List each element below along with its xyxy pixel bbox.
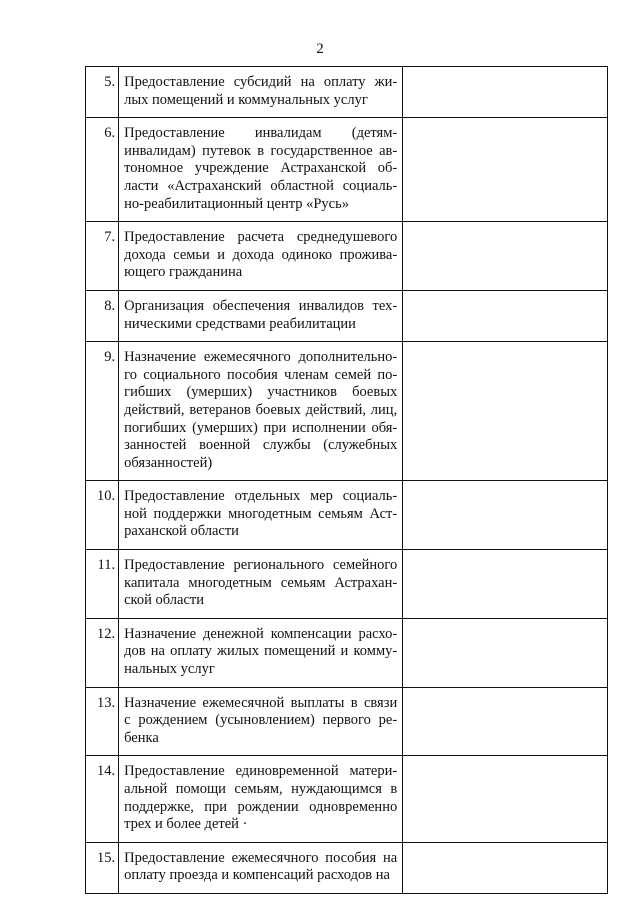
service-name-cell [119, 687, 403, 756]
service-name-line: капитала многодетным семьям Астрахан- [124, 574, 398, 591]
service-name-line: ной поддержки многодетным семьям Аст- [124, 505, 398, 522]
services-table [85, 66, 608, 894]
service-name-line: Предоставление регионального семейного [124, 557, 398, 574]
empty-cell [403, 342, 608, 481]
service-name-line: но-реабилитационный центр «Русь» [124, 195, 349, 212]
service-name-line: трех и более детей · [124, 816, 248, 833]
empty-cell [403, 550, 608, 619]
service-name-cell [119, 618, 403, 687]
row-number-cell [86, 842, 119, 893]
service-name-cell [119, 118, 403, 222]
row-number-cell [86, 342, 119, 481]
service-name-line: действий, ветеранов боевых действий, лиц, [124, 401, 398, 418]
service-name-line: Предоставление ежемесячного пособия на [124, 849, 398, 866]
service-name-line: Предоставление отдельных мер социаль- [124, 488, 398, 505]
row-number-cell [86, 290, 119, 341]
service-name-line: Предоставление расчета среднедушевого [124, 229, 398, 246]
table-row [86, 550, 608, 619]
service-name-line: занностей военной службы (служебных [124, 437, 398, 454]
row-number: 8. [104, 297, 116, 314]
empty-cell [403, 118, 608, 222]
row-number-cell [86, 481, 119, 550]
service-name-cell [119, 290, 403, 341]
service-name-line: поддержке, при рождении одновременно [124, 798, 398, 815]
service-name-line: раханской области [124, 523, 239, 540]
service-name-line: Назначение ежемесячного дополнительно- [124, 349, 398, 366]
service-name-cell [119, 756, 403, 842]
table-row [86, 118, 608, 222]
table-row [86, 687, 608, 756]
service-name-line: Назначение ежемесячной выплаты в связи [124, 694, 398, 711]
row-number-cell [86, 756, 119, 842]
row-number-cell [86, 550, 119, 619]
empty-cell [403, 222, 608, 291]
service-name-cell [119, 342, 403, 481]
table-row [86, 222, 608, 291]
service-name-line: тономное учреждение Астраханской об- [124, 160, 398, 177]
table-row [86, 618, 608, 687]
service-name-line: ническими средствами реабилитации [124, 315, 356, 332]
service-name-line: Организация обеспечения инвалидов тех- [124, 297, 398, 314]
service-name-line: ласти «Астраханский областной социаль- [124, 177, 398, 194]
service-name-line: обязанностей) [124, 454, 213, 471]
empty-cell [403, 618, 608, 687]
table-row [86, 290, 608, 341]
row-number: 6. [104, 125, 116, 142]
row-number: 5. [104, 74, 116, 90]
service-name-line: бенка [124, 729, 159, 746]
row-number: 13. [97, 694, 116, 711]
service-name-line: нальных услуг [124, 661, 215, 678]
row-number: 14. [97, 763, 116, 780]
row-number-cell [86, 67, 119, 118]
page-number: 2 [316, 41, 324, 57]
table-row [86, 842, 608, 893]
service-name-line: Предоставление инвалидам (детям- [124, 125, 398, 142]
empty-cell [403, 687, 608, 756]
row-number: 12. [97, 625, 116, 642]
service-name-line: го социального пособия членам семей по- [124, 366, 398, 383]
empty-cell [403, 756, 608, 842]
service-name-cell [119, 550, 403, 619]
service-name-line: Предоставление единовременной матери- [124, 763, 398, 780]
row-number-cell [86, 118, 119, 222]
row-number-cell [86, 687, 119, 756]
service-name-line: ской области [124, 592, 204, 609]
service-name-line: оплату проезда и компенсаций расходов на [124, 867, 390, 884]
row-number: 7. [104, 229, 116, 246]
service-name-line: лых помещений и коммунальных услуг [124, 91, 368, 108]
service-name-line: гибших (умерших) участников боевых [124, 384, 398, 401]
row-number: 9. [104, 349, 116, 366]
row-number-cell [86, 618, 119, 687]
empty-cell [403, 67, 608, 118]
row-number-cell [86, 222, 119, 291]
table-row [86, 67, 608, 118]
service-name-line: альной помощи семьям, нуждающимся в [124, 781, 398, 797]
row-number: 15. [97, 849, 116, 866]
row-number: 11. [97, 557, 116, 574]
row-number: 10. [97, 488, 116, 505]
table-row [86, 756, 608, 842]
service-name-line: Предоставление субсидий на оплату жи- [124, 74, 398, 90]
service-name-cell [119, 481, 403, 550]
service-name-line: ющего гражданина [124, 264, 243, 281]
service-name-line: дохода семьи и дохода одиноко прожива- [124, 246, 398, 263]
service-name-cell [119, 842, 403, 893]
service-name-line: погибших (умерших) при исполнении обя- [124, 419, 398, 436]
table-row [86, 342, 608, 481]
service-name-line: с рождением (усыновлением) первого ре- [124, 712, 398, 729]
empty-cell [403, 481, 608, 550]
table-row [86, 481, 608, 550]
service-name-cell [119, 67, 403, 118]
service-name-line: дов на оплату жилых помещений и комму- [124, 643, 398, 660]
service-name-line: Назначение денежной компенсации расхо- [124, 625, 398, 642]
empty-cell [403, 842, 608, 893]
empty-cell [403, 290, 608, 341]
service-name-cell [119, 222, 403, 291]
service-name-line: инвалидам) путевок в государственное ав- [124, 142, 398, 159]
